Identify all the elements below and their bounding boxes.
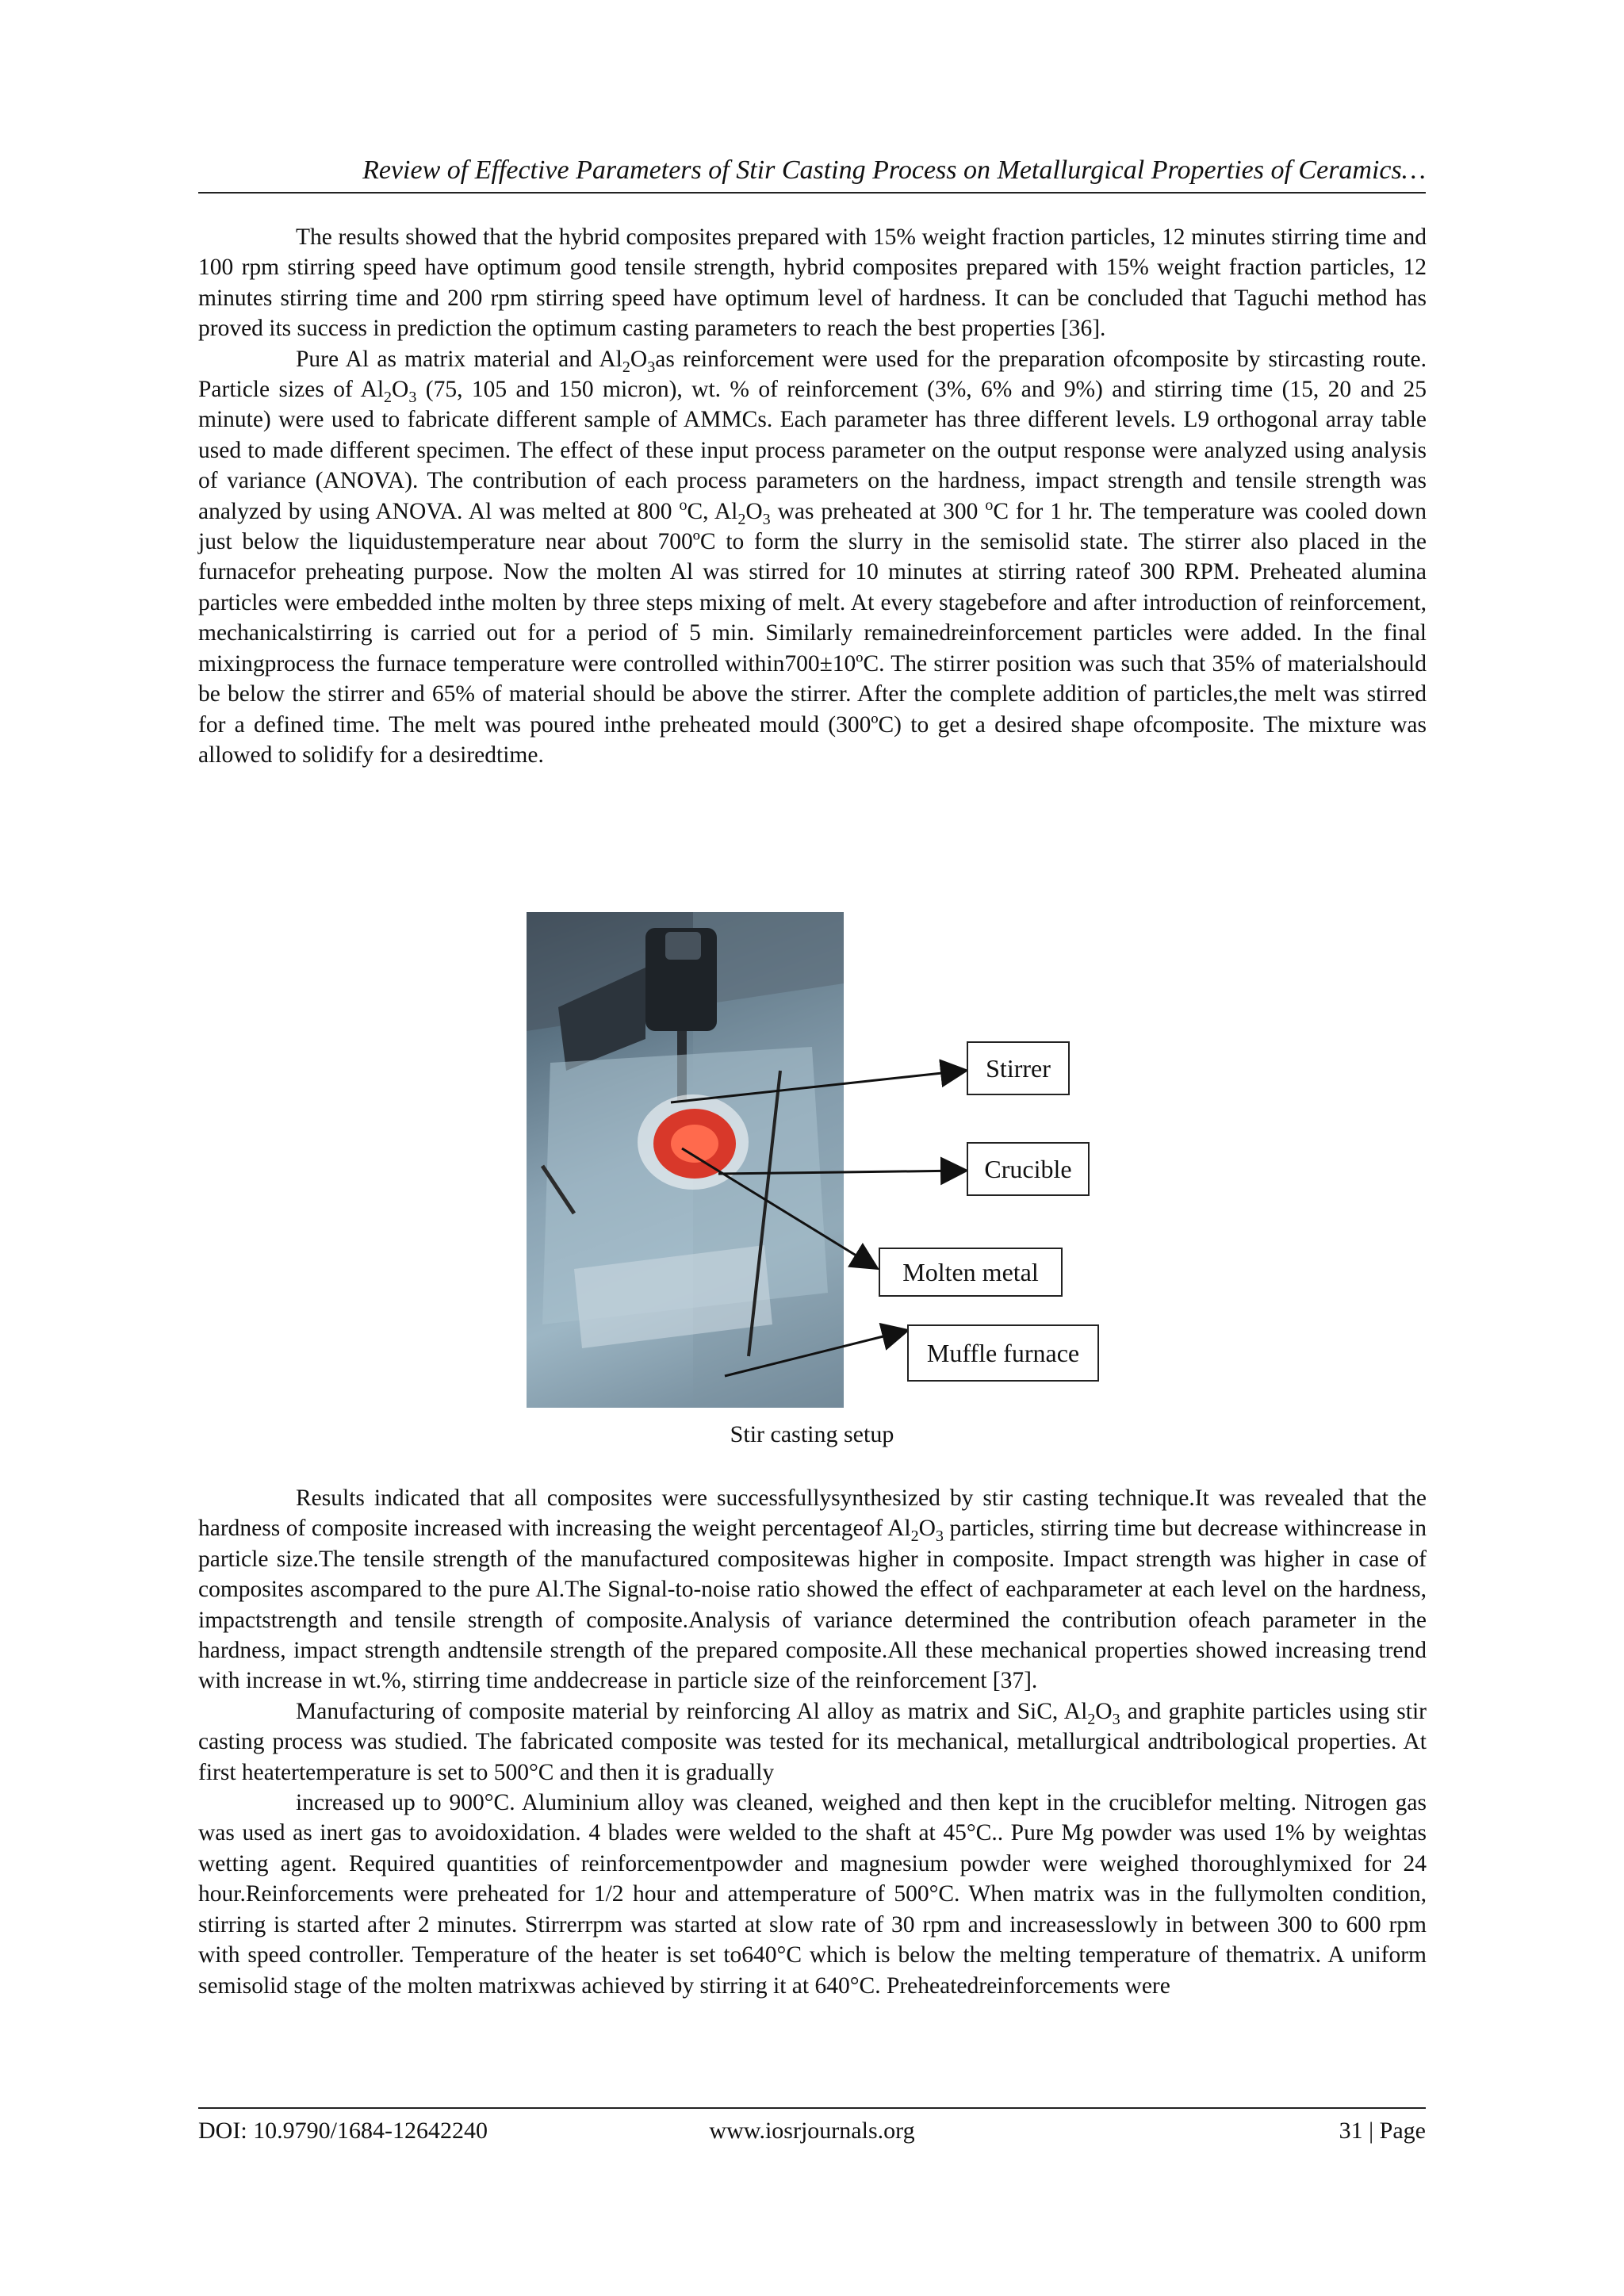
paragraph-1: The results showed that the hybrid composites prepared with 15% weight fraction particles, 12 minutes stirring time and 100 rpm stirring speed have optimum good tensile strength, hybrid composites prepared with 15% weight fraction particles, 12 minutes stirring time and 200 rpm stirring speed have optimum level of hardness. It can be concluded that Taguchi method has proved its success in prediction the optimum casting parameters to reach the best properties [36]. xyxy=(198,224,1427,342)
paragraph-4: Manufacturing of composite material by reinforcing Al alloy as matrix and SiC, $Al_2O_3$ and graphite particles using stir casting process was studied. The fabricated composite was tested for its mechanical, metallurgical andtribological properties. At first heatertemperature is set to 500°C and then it is gradually xyxy=(198,1698,1427,1785)
header-rule xyxy=(198,192,1426,194)
figure-caption: Stir casting setup xyxy=(730,1421,894,1447)
running-header: Review of Effective Parameters of Stir Casting Process on Metallurgical Properties of Ceramics… xyxy=(362,155,1426,185)
paragraph-5: increased up to 900°C. Aluminium alloy was cleaned, weighed and then kept in the cruciblefor melting. Nitrogen gas was used as inert gas to avoidoxidation. 4 blades were welded to the shaft at 45°C.. Pure Mg powder was used 1% by weightas wetting agent. Required quantities of reinforcementpowder and magnesium powder were weighed thoroughlymixed for 24 hour.Reinforcements were preheated for 1/2 hour and attemperature of 500°C. When matrix was in the fullymolten condition, stirring is started after 2 minutes. Stirrerrpm was started at slow rate of 30 rpm and increasesslowly in between 300 to 600 rpm with speed controller. Temperature of the heater is set to640°C which is below the melting temperature of thematrix. A uniform semisolid stage of the molten matrixwas achieved by stirring it at 640°C. Preheatedreinforcements were xyxy=(198,1790,1427,1999)
page-footer xyxy=(198,2114,1426,2148)
stir-casting-figure xyxy=(527,912,1099,1408)
body-text-bottom xyxy=(198,1483,1427,2001)
label-stirrer: Stirrer xyxy=(967,1041,1070,1095)
footer-rule xyxy=(198,2107,1426,2109)
paragraph-2: Pure Al as matrix material and $Al_2O_3as$ reinforcement were used for the preparation ofcomposite by stircasting route. Particle sizes of $Al_2O_3$ (75, 105 and 150 micron), wt. % of reinforcement (3%, 6% and 9%) and stirring time (15, 20 and 25 minute) were used to fabricate different sample of AMMCs. Each parameter has three different levels. L9 orthogonal array table used to made different specimen. The effect of these input process parameter on the output response were analyzed using analysis of variance (ANOVA). The contribution of each process parameters on the hardness, impact strength and tensile strength was analyzed by using ANOVA. Al was melted at 800 $^o$C, $Al_2O_3$ was preheated at 300 $^o$C for 1 hr. The temperature was cooled down just below the liquidustemperature near about 700ºC to form the slurry in the semisolid state. The stirrer also placed in the furnacefor preheating purpose. Now the molten Al was stirred for 10 minutes at stirring rateof 300 RPM. Preheated alumina particles were embedded inthe molten by three steps mixing of melt. At every stagebefore and after introduction of reinforcement, mechanicalstirring is carried out for a period of 5 min. Similarly remainedreinforcement particles were added. In the final mixingprocess the furnace temperature were controlled within700±10ºC. The stirrer position was such that 35% of materialshould be below the stirrer and 65% of material should be above the stirrer. After the complete addition of particles,the melt was stirred for a defined time. The melt was poured inthe preheated mould (300ºC) to get a desired shape ofcomposite. The mixture was allowed to solidify for a desiredtime. xyxy=(198,346,1427,768)
label-molten-metal: Molten metal xyxy=(879,1248,1063,1297)
label-muffle-furnace: Muffle furnace xyxy=(907,1324,1099,1382)
stir-casting-photo xyxy=(527,912,844,1408)
body-text-top xyxy=(198,222,1427,770)
label-crucible: Crucible xyxy=(967,1142,1090,1196)
footer-doi: DOI: 10.9790/1684-12642240 xyxy=(198,2118,488,2144)
footer-website: www.iosrjournals.org xyxy=(709,2118,915,2144)
footer-page-number: 31 | Page xyxy=(1339,2118,1426,2144)
paragraph-3: Results indicated that all composites were successfullysynthesized by stir casting technique.It was revealed that the hardness of composite increased with increasing the weight percentageof $Al_2O_3$ particles, stirring time but decrease withincrease in particle size.The tensile strength of the manufactured compositewas higher in composite. Impact strength was higher in case of composites ascompared to the pure Al.The Signal-to-noise ratio showed the effect of eachparameter at each level on the hardness, impactstrength and tensile strength of composite.Analysis of variance determined the contribution ofeach parameter in the hardness, impact strength andtensile strength of the prepared composite.All these mechanical properties showed increasing trend with increase in wt.%, stirring time anddecrease in particle size of the reinforcement [37]. xyxy=(198,1485,1427,1694)
